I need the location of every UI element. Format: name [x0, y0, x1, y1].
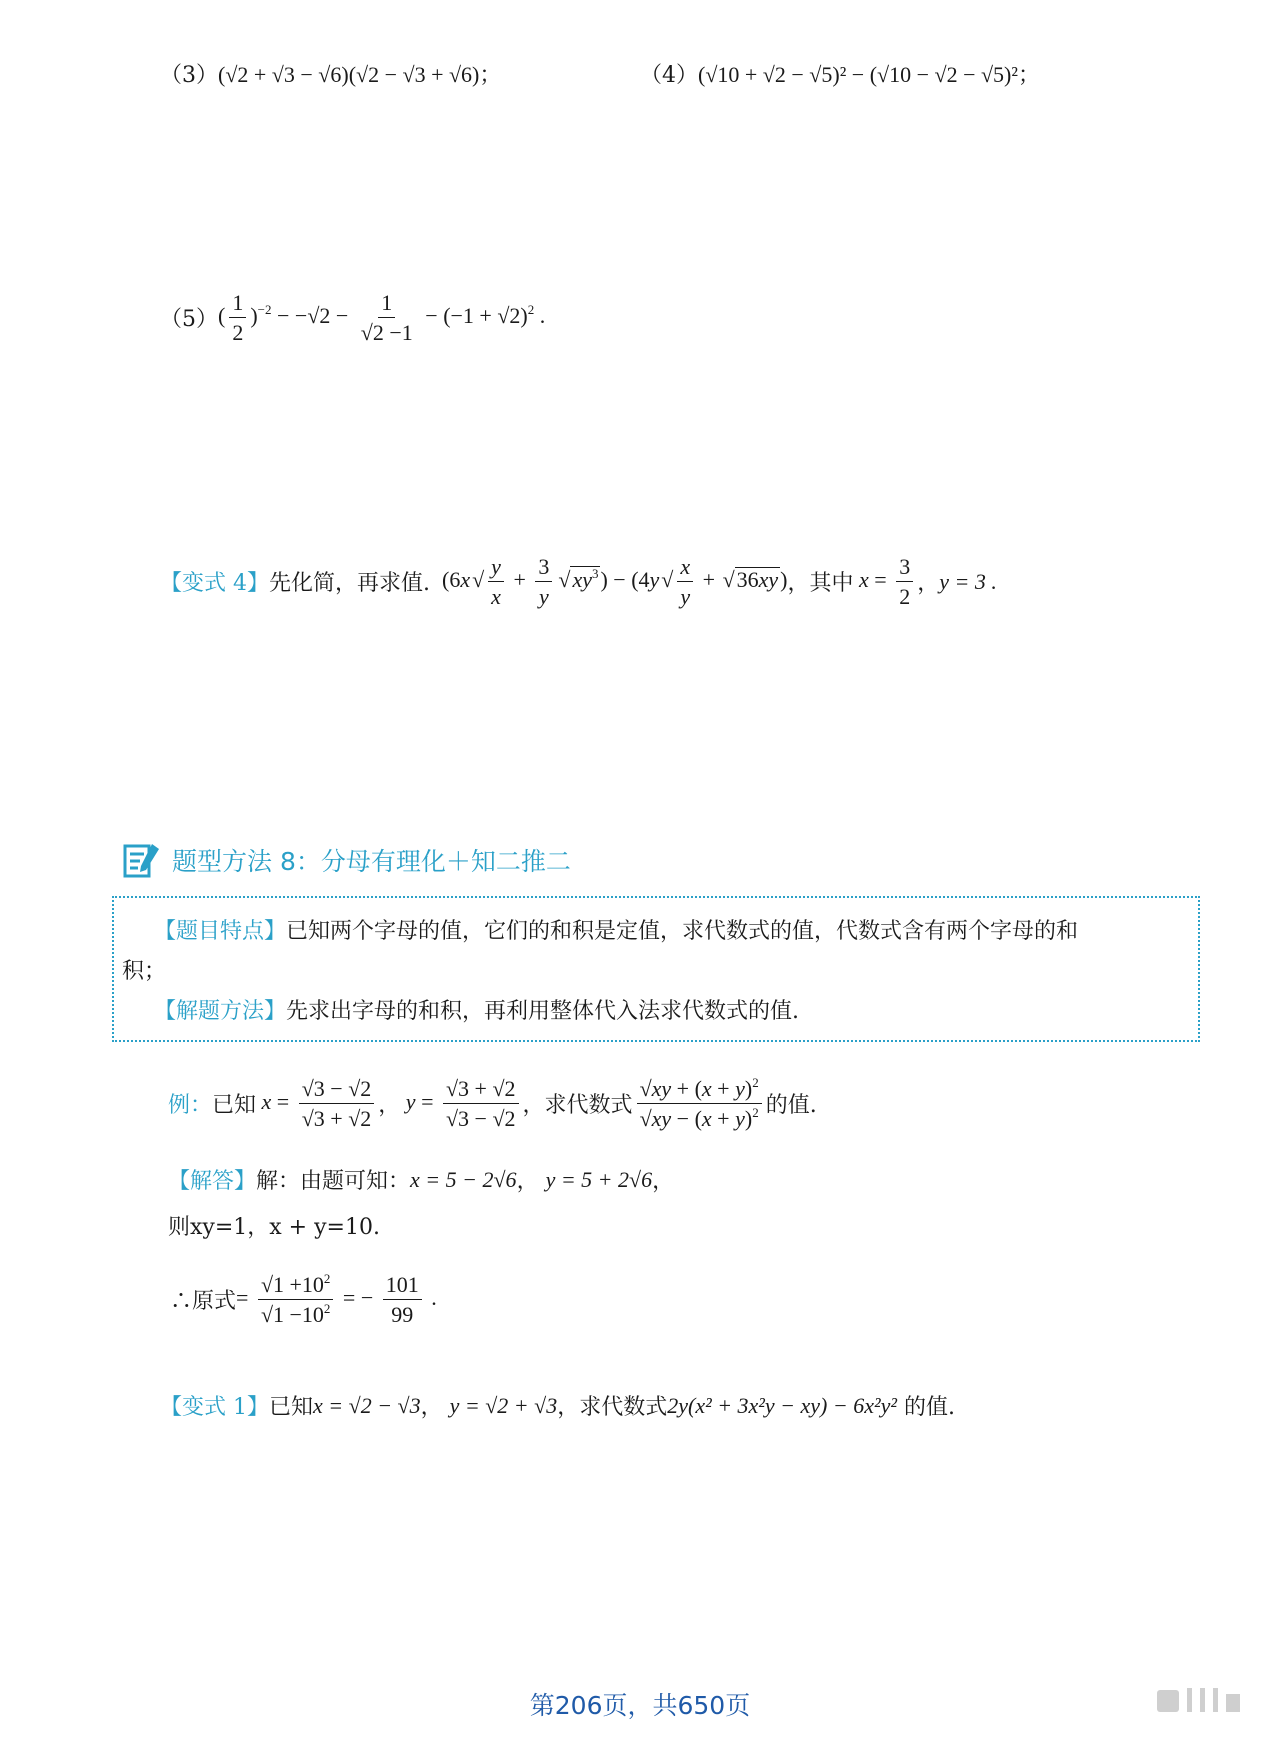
problem-3-label: （3） [160, 63, 218, 88]
answer-lead: 解：由题可知： [256, 1169, 411, 1194]
example-y-definition: y = $\frac{√3 + √2}{√3 - √2}$ [400, 1076, 522, 1132]
viewer-controls[interactable] [1157, 1688, 1240, 1712]
variant-4-expression: (6x√ $\frac{y}{x}$ + $\frac{3}{y}$ $√xy^3) - (4y√$ $\frac{x}{y}$ + √36xy) [442, 554, 788, 610]
page-indicator: 第206页，共650页 [529, 1691, 751, 1720]
example: 例： 已知 x = $\frac{√3 - √2}{√3 + √2}$ ， y = $\frac{√3 + √2}{√3 - √2}$ ，求代数式 $\frac{√xy + (x + y)^2}{√xy - (x + y)^2}$ 的值. [168, 1075, 817, 1132]
variant-4-x-value: x = $\frac{3}{2}$ [854, 554, 918, 610]
settings-icon[interactable] [1226, 1694, 1240, 1712]
answer-line-2: 则xy=1，x + y=10. [168, 1215, 380, 1240]
variant-1-ask: ，求代数式 [557, 1395, 668, 1420]
example-x-definition: x = $\frac{√3 - √2}{√3 + √2}$ [256, 1076, 378, 1132]
example-tag: 例： [168, 1093, 213, 1119]
answer-result: = $\frac{√1 +10^2}{√1 -10^2}$ = − $\frac{101}{99}$ . [236, 1271, 437, 1328]
problem-5-label: （5） [160, 307, 218, 333]
notebook-pencil-icon [122, 840, 162, 880]
variant-4-text: 先化简，再求值. [269, 571, 430, 597]
feature-text: 已知两个字母的值，它们的和积是定值，求代数式的值，代数式含有两个字母的和 [286, 919, 1079, 944]
feature-line-cont: 积； [122, 959, 167, 984]
example-tail: 的值. [765, 1093, 817, 1119]
method-tag: 【解题方法】 [154, 999, 287, 1024]
feature-line [154, 914, 1078, 945]
method-line [154, 994, 799, 1025]
page-icon[interactable] [1157, 1690, 1179, 1712]
problem-5-expression: ( $\frac{1}{2}$ )$^{-2}$ − −√2 − $\frac{1}{√2 -1}$ − $(-1 + √2)^2$ . [218, 290, 546, 346]
variant-1-tag: 【变式 1】 [160, 1395, 269, 1420]
bar-icon [1213, 1688, 1218, 1712]
method-box [112, 896, 1200, 1042]
bar-icon [1187, 1688, 1192, 1712]
example-expression: $\frac{√xy + (x + y)^2}{√xy - (x + y)^2}$ [633, 1076, 766, 1132]
problem-4 [640, 58, 1040, 89]
section-heading [122, 840, 571, 880]
method-text: 先求出字母的和积，再利用整体代入法求代数式的值. [286, 999, 800, 1024]
problem-3 [160, 58, 501, 89]
variant-1: 【变式 1】 已知 x = √2 − √3 ， y = √2 + √3 ，求代数式 2y(x² + 3x²y − xy) − 6x²y² 的值. [160, 1390, 955, 1421]
variant-4-y-value: y = 3 . [939, 568, 997, 594]
variant-4-condition: ，其中 [787, 571, 854, 597]
problem-4-expression: (√10 + √2 − √5)² − (√10 − √2 − √5)²； [698, 62, 1040, 87]
answer-therefore: ∴原式 [170, 1289, 237, 1315]
variant-1-tail: 的值. [903, 1395, 955, 1420]
problem-4-label: （4） [640, 63, 698, 88]
answer-x-value: x = 5 − 2√6 [410, 1166, 517, 1192]
variant-4-tag: 【变式 4】 [160, 571, 269, 597]
problem-3-expression: (√2 + √3 − √6)(√2 − √3 + √6)； [218, 62, 502, 87]
bar-icon [1200, 1688, 1205, 1712]
variant-1-y-value: y = √2 + √3 [449, 1392, 558, 1418]
answer-line-1: 【解答】 解：由题可知： x = 5 − 2√6 ， y = 5 + 2√6 ， [168, 1164, 674, 1195]
variant-1-expression: 2y(x² + 3x²y − xy) − 6x²y² [667, 1392, 897, 1418]
example-ask: ，求代数式 [522, 1093, 633, 1119]
answer-line-3 [170, 1272, 437, 1328]
problem-5 [160, 290, 545, 346]
feature-tag: 【题目特点】 [154, 919, 287, 944]
variant-1-x-value: x = √2 − √3 [313, 1392, 421, 1418]
section-title: 题型方法 8：分母有理化＋知二推二 [172, 847, 571, 876]
variant-1-known: 已知 [269, 1395, 314, 1420]
answer-tag: 【解答】 [168, 1169, 257, 1194]
variant-4: 【变式 4】 先化简，再求值. (6x√ $\frac{y}{x}$ + $\frac{3}{y}$ $√xy^3) - (4y√$ $\frac{x}{y}$ + √36xy) ，其中 x = $\frac{3}{2}$ ， y = 3 . [160, 554, 997, 610]
example-known: 已知 [212, 1093, 257, 1119]
answer-y-value: y = 5 + 2√6 [545, 1166, 653, 1192]
